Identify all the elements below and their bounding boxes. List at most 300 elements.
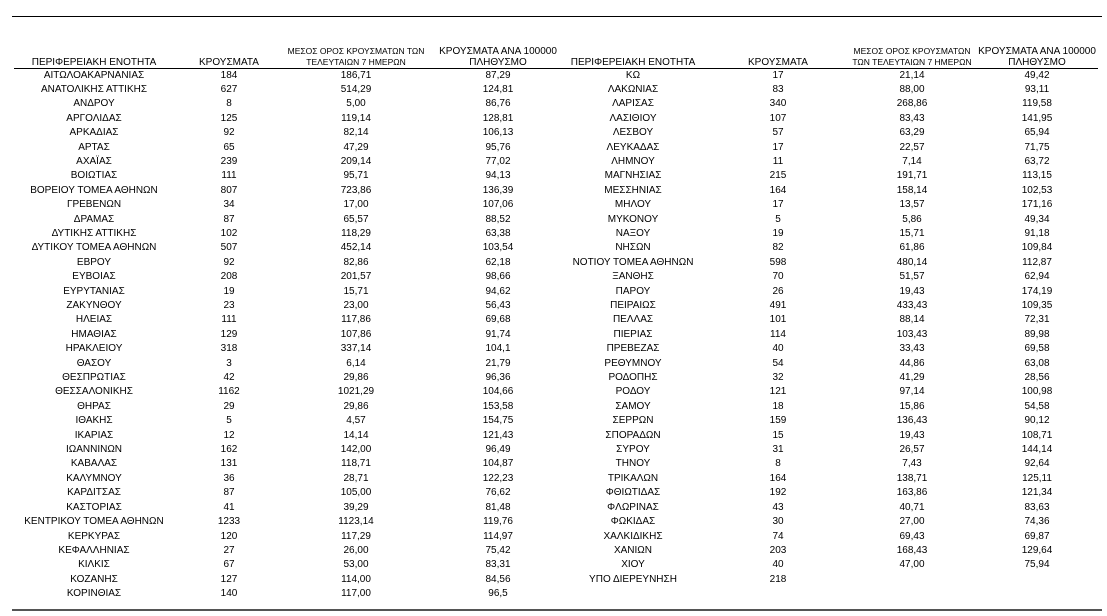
- cell-cases: 107: [769, 112, 787, 124]
- cell-region: ΛΑΚΩΝΙΑΣ: [607, 83, 659, 95]
- cell-avg7: 26,00: [343, 544, 369, 556]
- cell-per100k: 96,49: [485, 444, 511, 456]
- table-row: [558, 457, 1098, 471]
- cell-region: ΘΕΣΠΡΩΤΙΑΣ: [62, 372, 126, 384]
- cell-avg7: 53,00: [343, 559, 369, 571]
- cell-avg7: 82,14: [343, 127, 369, 139]
- table-row: [14, 486, 568, 500]
- cell-region: ΑΧΑΪΑΣ: [76, 155, 112, 167]
- cell-cases: 11: [772, 155, 784, 167]
- cell-avg7: 17,00: [343, 199, 369, 211]
- cell-per100k: 104,66: [482, 386, 514, 398]
- cell-avg7: 158,14: [896, 184, 928, 196]
- cell-region: ΜΥΚΟΝΟΥ: [607, 213, 659, 225]
- cell-per100k: 28,56: [1024, 372, 1050, 384]
- cell-cases: 65: [223, 141, 235, 153]
- table-row: [558, 112, 1098, 126]
- cell-avg7: 51,57: [899, 271, 925, 283]
- cell-avg7: 82,86: [343, 256, 369, 268]
- cell-region: ΛΑΡΙΣΑΣ: [612, 98, 654, 110]
- cell-avg7: 15,71: [343, 285, 369, 297]
- cell-per100k: 96,36: [485, 372, 511, 384]
- cell-avg7: 41,29: [899, 372, 925, 384]
- cell-region: ΔΥΤΙΚΗΣ ΑΤΤΙΚΗΣ: [51, 227, 137, 239]
- cell-avg7: 15,71: [899, 227, 925, 239]
- cell-per100k: 81,48: [485, 501, 511, 513]
- table-row: [14, 429, 568, 443]
- cell-per100k: 69,68: [485, 314, 511, 326]
- cell-region: ΚΕΦΑΛΛΗΝΙΑΣ: [58, 544, 130, 556]
- cell-per100k: 54,58: [1024, 400, 1050, 412]
- cell-avg7: 201,57: [340, 271, 372, 283]
- cell-avg7: 480,14: [896, 256, 928, 268]
- cell-avg7: 83,43: [899, 112, 925, 124]
- table-row: [14, 530, 568, 544]
- table-row: [558, 270, 1098, 284]
- cell-region: ΣΥΡΟΥ: [616, 444, 650, 456]
- cell-per100k: 107,06: [482, 199, 514, 211]
- cell-cases: 125: [220, 112, 238, 124]
- table-row: [558, 227, 1098, 241]
- cell-per100k: [976, 573, 1098, 587]
- cell-cases: 83: [772, 83, 784, 95]
- cell-region: ΒΟΙΩΤΙΑΣ: [70, 170, 118, 182]
- cell-region: ΥΠΟ ΔΙΕΡΕΥΝΗΣΗ: [589, 573, 677, 585]
- cell-cases: 807: [220, 184, 238, 196]
- cell-avg7: 44,86: [899, 357, 925, 369]
- cell-region: ΚΕΝΤΡΙΚΟΥ ΤΟΜΕΑ ΑΘΗΝΩΝ: [24, 516, 164, 528]
- header-per100k: ΚΡΟΥΣΜΑΤΑ ΑΝΑ 100000 ΠΛΗΘΥΣΜΟ: [428, 40, 568, 68]
- cell-per100k: 69,58: [1024, 343, 1050, 355]
- table-row: [558, 213, 1098, 227]
- cell-cases: 27: [223, 544, 235, 556]
- table-row: [14, 313, 568, 327]
- cell-avg7: 107,86: [340, 328, 372, 340]
- cell-region: ΜΕΣΣΗΝΙΑΣ: [604, 184, 662, 196]
- cell-per100k: 121,34: [1021, 487, 1053, 499]
- table-row: [14, 558, 568, 572]
- table-row: [14, 155, 568, 169]
- cell-per100k: 92,64: [1024, 458, 1050, 470]
- cell-cases: 92: [223, 256, 235, 268]
- cell-cases: 57: [772, 127, 784, 139]
- cell-cases: 12: [223, 429, 235, 441]
- cell-avg7: 19,43: [899, 429, 925, 441]
- header-region: ΠΕΡΙΦΕΡΕΙΑΚΗ ΕΝΟΤΗΤΑ: [558, 40, 708, 68]
- cell-per100k: 83,63: [1024, 501, 1050, 513]
- cell-region: ΠΙΕΡΙΑΣ: [613, 328, 653, 340]
- table-row: [558, 241, 1098, 255]
- cell-region: ΘΕΣΣΑΛΟΝΙΚΗΣ: [55, 386, 133, 398]
- table-row: [14, 587, 568, 601]
- table-row: [14, 544, 568, 558]
- table-row: [558, 544, 1098, 558]
- cell-avg7: 168,43: [896, 544, 928, 556]
- cell-cases: 87: [223, 213, 235, 225]
- cell-region: ΘΑΣΟΥ: [76, 357, 112, 369]
- cell-cases: 102: [220, 227, 238, 239]
- table-row: [558, 184, 1098, 198]
- cell-cases: 340: [769, 98, 787, 110]
- cell-per100k: 94,62: [485, 285, 511, 297]
- table-row: [14, 328, 568, 342]
- cell-cases: 32: [772, 372, 784, 384]
- cell-cases: 17: [772, 199, 784, 211]
- cell-cases: 8: [775, 458, 781, 470]
- cell-per100k: 136,39: [482, 184, 514, 196]
- cell-per100k: 76,62: [485, 487, 511, 499]
- cell-per100k: 49,34: [1024, 213, 1050, 225]
- cell-region: ΘΗΡΑΣ: [77, 400, 111, 412]
- table-row: [558, 515, 1098, 529]
- cell-avg7: 117,00: [341, 588, 371, 600]
- cell-cases: 5: [226, 415, 232, 427]
- cell-per100k: 113,15: [1022, 170, 1052, 182]
- cell-per100k: 63,08: [1024, 357, 1050, 369]
- cell-region: ΤΡΙΚΑΛΩΝ: [607, 472, 659, 484]
- cell-cases: 507: [220, 242, 238, 254]
- table-row: [558, 472, 1098, 486]
- cell-cases: 239: [220, 155, 238, 167]
- cell-region: ΜΗΛΟΥ: [614, 199, 652, 211]
- cell-cases: 18: [772, 400, 784, 412]
- cell-region: ΝΟΤΙΟΥ ΤΟΜΕΑ ΑΘΗΝΩΝ: [572, 256, 694, 268]
- cell-region: ΠΕΙΡΑΙΩΣ: [610, 300, 656, 311]
- cell-per100k: 98,66: [485, 271, 511, 283]
- cell-avg7: 65,57: [343, 213, 369, 225]
- cell-region: ΑΡΚΑΔΙΑΣ: [69, 127, 119, 139]
- cell-region: ΦΘΙΩΤΙΔΑΣ: [605, 487, 661, 499]
- cell-cases: 1233: [217, 516, 241, 528]
- cell-avg7: 39,29: [343, 501, 369, 513]
- cell-cases: 3: [226, 357, 232, 369]
- cell-avg7: 191,71: [896, 170, 928, 182]
- table-row: [14, 68, 568, 83]
- cell-per100k: 174,19: [1021, 285, 1053, 297]
- cell-cases: 131: [220, 458, 238, 470]
- cell-per100k: 62,94: [1024, 271, 1050, 283]
- table-row: [558, 169, 1098, 183]
- cell-region: ΛΕΥΚΑΔΑΣ: [606, 141, 660, 153]
- table-row: [558, 299, 1098, 313]
- cell-per100k: 93,11: [1024, 83, 1050, 95]
- cell-avg7: 33,43: [899, 343, 925, 355]
- cell-cases: 29: [223, 400, 235, 412]
- cell-cases: 203: [769, 544, 787, 556]
- cell-cases: 40: [772, 559, 784, 571]
- table-row: [14, 573, 568, 587]
- cell-per100k: 124,81: [482, 83, 514, 95]
- cell-avg7: 142,00: [340, 444, 372, 456]
- header-avg7: ΜΕΣΟΣ ΟΡΟΣ ΚΡΟΥΣΜΑΤΩΝ ΤΩΝ ΤΕΛΕΥΤΑΙΩΝ 7 ΗΜΕΡΩΝ: [284, 40, 428, 68]
- cell-cases: 120: [220, 530, 238, 542]
- cell-region: ΗΡΑΚΛΕΙΟΥ: [65, 343, 123, 355]
- cell-avg7: 514,29: [340, 83, 372, 95]
- cell-avg7: 28,71: [343, 472, 369, 484]
- cell-avg7: 19,43: [899, 285, 925, 297]
- cell-avg7: 61,86: [899, 242, 925, 254]
- cell-region: ΖΑΚΥΝΘΟΥ: [66, 300, 122, 311]
- cell-per100k: 109,35: [1021, 300, 1053, 311]
- cell-per100k: 103,54: [482, 242, 514, 254]
- cell-per100k: 72,31: [1024, 314, 1050, 326]
- table-row: [14, 357, 568, 371]
- cell-per100k: 128,81: [482, 112, 514, 124]
- cell-avg7: 27,00: [899, 516, 925, 528]
- cell-region: ΙΩΑΝΝΙΝΩΝ: [65, 444, 123, 456]
- cell-per100k: 154,75: [482, 415, 514, 427]
- cell-cases: 92: [223, 127, 235, 139]
- cell-per100k: 112,87: [1022, 256, 1052, 268]
- cell-avg7: 118,29: [341, 227, 371, 239]
- cell-cases: 40: [772, 343, 784, 355]
- cell-per100k: 77,02: [485, 155, 511, 167]
- cell-region: ΚΕΡΚΥΡΑΣ: [67, 530, 121, 542]
- table-row: [14, 414, 568, 428]
- cell-cases: 34: [223, 199, 235, 211]
- cell-region: ΑΡΓΟΛΙΔΑΣ: [66, 112, 122, 124]
- cell-cases: 67: [223, 559, 235, 571]
- cell-region: ΠΡΕΒΕΖΑΣ: [606, 343, 660, 355]
- cell-region: ΚΑΣΤΟΡΙΑΣ: [66, 501, 122, 513]
- cell-avg7: 6,14: [346, 357, 366, 369]
- cell-avg7: 88,14: [899, 314, 925, 326]
- table-row: [14, 515, 568, 529]
- cell-avg7: 47,00: [899, 559, 925, 571]
- table-row: [558, 68, 1098, 83]
- cell-avg7: 337,14: [340, 343, 372, 355]
- table-row: [558, 400, 1098, 414]
- cell-per100k: 91,74: [485, 328, 511, 340]
- cell-cases: 159: [769, 415, 787, 427]
- table-row: [558, 558, 1098, 572]
- cell-region: ΛΕΣΒΟΥ: [612, 127, 654, 139]
- cell-cases: 5: [775, 213, 781, 225]
- cell-region: ΙΘΑΚΗΣ: [75, 415, 113, 427]
- table-row: [14, 241, 568, 255]
- cell-avg7: 5,86: [902, 213, 922, 225]
- cell-avg7: 97,14: [899, 386, 925, 398]
- cell-per100k: 86,76: [485, 98, 511, 110]
- cell-cases: 140: [220, 588, 238, 600]
- cell-cases: 111: [221, 170, 237, 182]
- cell-region: ΧΑΛΚΙΔΙΚΗΣ: [603, 530, 663, 542]
- cell-region: ΝΗΣΩΝ: [615, 242, 651, 254]
- cell-region: ΡΟΔΟΠΗΣ: [608, 372, 658, 384]
- cell-per100k: 171,16: [1021, 199, 1053, 211]
- table-row: [14, 83, 568, 97]
- table-row: [558, 371, 1098, 385]
- cell-per100k: 104,1: [485, 343, 511, 355]
- cell-cases: 87: [223, 487, 235, 499]
- table-row: [558, 198, 1098, 212]
- cell-region: ΑΝΔΡΟΥ: [73, 98, 115, 110]
- cell-region: ΗΜΑΘΙΑΣ: [71, 328, 117, 340]
- cell-cases: 36: [223, 472, 235, 484]
- table-row: [558, 486, 1098, 500]
- cell-avg7: 26,57: [899, 444, 925, 456]
- table-row: [558, 83, 1098, 97]
- cell-cases: 164: [769, 184, 787, 196]
- cell-per100k: 102,53: [1021, 184, 1053, 196]
- cell-cases: 19: [772, 227, 784, 239]
- cell-per100k: 119,58: [1022, 98, 1052, 110]
- cell-region: ΚΑΛΥΜΝΟΥ: [66, 472, 122, 484]
- table-row: [14, 501, 568, 515]
- cell-cases: 31: [772, 444, 784, 456]
- cell-region: ΚΟΖΑΝΗΣ: [70, 573, 118, 585]
- cell-per100k: 63,38: [485, 227, 511, 239]
- cell-region: ΣΕΡΡΩΝ: [612, 415, 654, 427]
- cell-region: ΕΥΒΟΙΑΣ: [72, 271, 116, 283]
- cell-region: ΧΑΝΙΩΝ: [613, 544, 653, 556]
- cell-per100k: 89,98: [1024, 328, 1050, 340]
- cell-region: ΚΩ: [625, 69, 641, 81]
- cell-region: ΑΡΤΑΣ: [78, 141, 110, 153]
- table-row: [14, 227, 568, 241]
- table-row: [558, 97, 1098, 111]
- table-row: [14, 213, 568, 227]
- cell-avg7: 21,14: [899, 69, 925, 81]
- cell-cases: 43: [772, 501, 784, 513]
- cell-region: ΑΙΤΩΛΟΑΚΑΡΝΑΝΙΑΣ: [43, 69, 145, 81]
- cell-cases: 17: [772, 69, 784, 81]
- cell-cases: 74: [772, 530, 784, 542]
- cell-region: ΑΝΑΤΟΛΙΚΗΣ ΑΤΤΙΚΗΣ: [40, 83, 148, 95]
- cell-region: ΛΗΜΝΟΥ: [611, 155, 655, 167]
- table-row: [14, 97, 568, 111]
- header-per100k: ΚΡΟΥΣΜΑΤΑ ΑΝΑ 100000 ΠΛΗΘΥΣΜΟ: [976, 40, 1098, 68]
- cell-cases: 42: [223, 372, 235, 384]
- cell-avg7: 13,57: [899, 199, 925, 211]
- cell-avg7: 105,00: [340, 487, 372, 499]
- table-row: [558, 385, 1098, 399]
- table-row: [558, 573, 1098, 587]
- cell-per100k: 91,18: [1024, 227, 1050, 239]
- cell-avg7: 186,71: [340, 69, 372, 81]
- cell-region: ΛΑΣΙΘΙΟΥ: [609, 112, 657, 124]
- cell-cases: 15: [772, 429, 784, 441]
- bottom-rule: [12, 609, 1102, 611]
- cell-avg7: 95,71: [343, 170, 369, 182]
- cell-region: ΣΠΟΡΑΔΩΝ: [605, 429, 661, 441]
- table-row: [14, 457, 568, 471]
- cell-cases: 129: [220, 328, 238, 340]
- table-row: [14, 184, 568, 198]
- cell-per100k: 56,43: [485, 300, 511, 311]
- cell-avg7: 15,86: [899, 400, 925, 412]
- cell-per100k: 122,23: [482, 472, 514, 484]
- cases-table-left: [14, 40, 568, 602]
- cell-per100k: 69,87: [1024, 530, 1050, 542]
- cell-per100k: 94,13: [485, 170, 511, 182]
- cell-cases: 218: [769, 573, 787, 585]
- cell-per100k: 75,94: [1024, 559, 1050, 571]
- cell-avg7: 69,43: [899, 530, 925, 542]
- cell-avg7: 1123,14: [338, 516, 374, 528]
- table-row: [558, 342, 1098, 356]
- cell-region: ΠΑΡΟΥ: [615, 285, 651, 297]
- top-rule: [12, 16, 1102, 17]
- header-cases: ΚΡΟΥΣΜΑΤΑ: [708, 40, 848, 68]
- cell-cases: 111: [221, 314, 237, 326]
- cell-avg7: 117,86: [341, 314, 371, 326]
- table-row: [14, 472, 568, 486]
- cell-cases: 598: [769, 256, 787, 268]
- cell-per100k: 129,64: [1021, 544, 1053, 556]
- table-row: [558, 414, 1098, 428]
- cell-cases: 17: [772, 141, 784, 153]
- table-row: [558, 501, 1098, 515]
- table-row: [14, 126, 568, 140]
- cell-avg7: 138,71: [896, 472, 928, 484]
- table-row: [558, 285, 1098, 299]
- cell-avg7: 119,14: [341, 112, 371, 124]
- table-row: [558, 313, 1098, 327]
- cell-per100k: 121,43: [482, 429, 514, 441]
- cell-per100k: 74,36: [1024, 516, 1050, 528]
- cell-region: ΚΑΡΔΙΤΣΑΣ: [67, 487, 121, 499]
- cell-avg7: 40,71: [899, 501, 925, 513]
- right-table-body: [558, 68, 1098, 587]
- cell-cases: 82: [772, 242, 784, 254]
- cell-per100k: 65,94: [1024, 127, 1050, 139]
- table-row: [558, 126, 1098, 140]
- cell-region: ΦΛΩΡΙΝΑΣ: [607, 501, 659, 513]
- cell-cases: 162: [220, 444, 238, 456]
- cell-cases: 54: [772, 357, 784, 369]
- table-row: [14, 141, 568, 155]
- cell-region: ΣΑΜΟΥ: [615, 400, 651, 412]
- cell-per100k: 153,58: [482, 400, 514, 412]
- cell-per100k: 75,42: [485, 544, 511, 556]
- cell-region: ΦΩΚΙΔΑΣ: [610, 516, 656, 528]
- table-row: [558, 328, 1098, 342]
- cell-avg7: 47,29: [343, 141, 369, 153]
- table-row: [558, 141, 1098, 155]
- cell-cases: 101: [769, 314, 787, 326]
- cell-per100k: 63,72: [1024, 155, 1050, 167]
- cell-region: ΙΚΑΡΙΑΣ: [74, 429, 114, 441]
- cell-cases: 30: [772, 516, 784, 528]
- table-row: [558, 443, 1098, 457]
- cell-region: ΔΥΤΙΚΟΥ ΤΟΜΕΑ ΑΘΗΝΩΝ: [31, 242, 157, 254]
- cell-region: ΚΑΒΑΛΑΣ: [70, 458, 118, 470]
- cell-region: ΞΑΝΘΗΣ: [612, 271, 654, 283]
- cell-region: ΓΡΕΒΕΝΩΝ: [66, 199, 122, 211]
- table-row: [14, 198, 568, 212]
- cell-per100k: 87,29: [485, 69, 511, 81]
- cell-cases: 121: [769, 386, 787, 398]
- cell-per100k: 100,98: [1021, 386, 1053, 398]
- cell-avg7: 163,86: [896, 487, 928, 499]
- cell-per100k: 90,12: [1024, 415, 1050, 427]
- cell-avg7: 452,14: [340, 242, 372, 254]
- cell-avg7: 7,43: [902, 458, 922, 470]
- cell-per100k: 21,79: [485, 357, 511, 369]
- cell-cases: 215: [769, 170, 787, 182]
- cell-avg7: 22,57: [899, 141, 925, 153]
- cell-cases: 26: [772, 285, 784, 297]
- cell-cases: 114: [770, 328, 786, 340]
- table-row: [14, 342, 568, 356]
- cell-avg7: 209,14: [340, 155, 372, 167]
- cell-region: ΤΗΝΟΥ: [615, 458, 651, 470]
- cell-region: ΚΙΛΚΙΣ: [78, 559, 110, 571]
- left-table-body: [14, 68, 568, 602]
- cell-avg7: 88,00: [899, 83, 925, 95]
- header-cases: ΚΡΟΥΣΜΑΤΑ: [174, 40, 284, 68]
